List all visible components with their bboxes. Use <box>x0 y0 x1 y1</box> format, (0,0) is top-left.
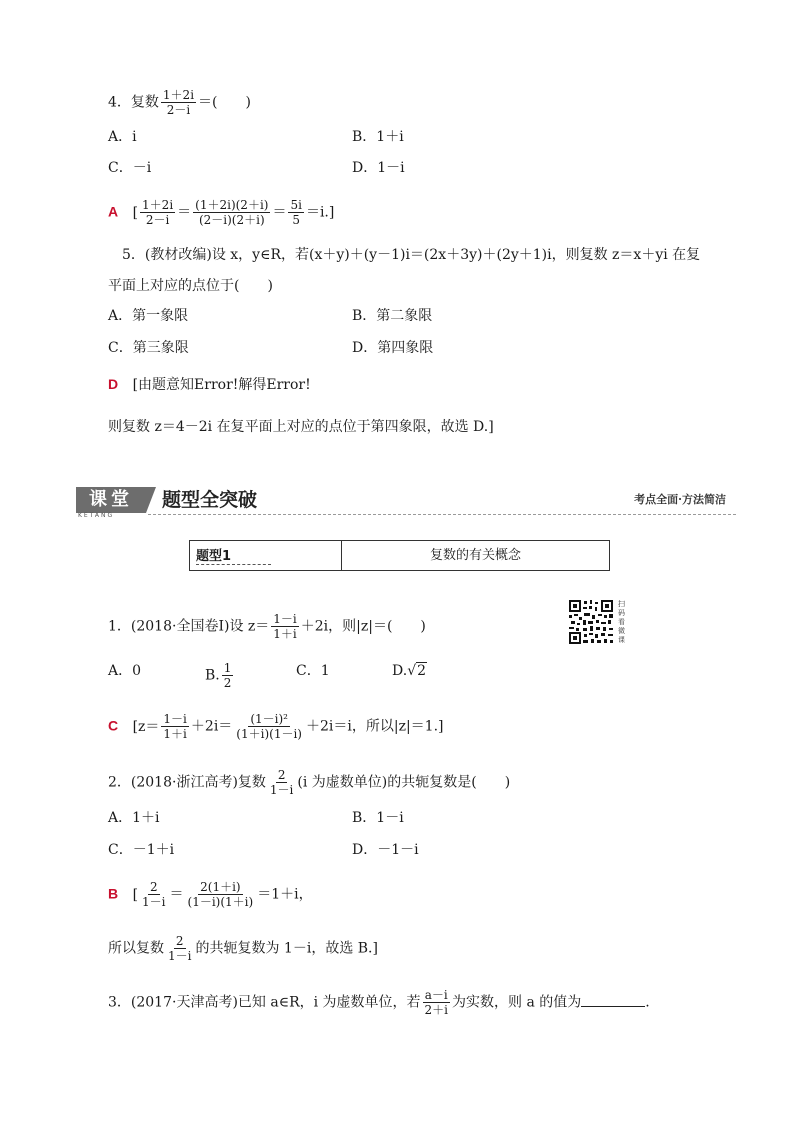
q5-option-a[interactable]: A．第一象限 <box>108 308 189 324</box>
banner-wedge <box>146 487 156 513</box>
q5-stem-line2: 平面上对应的点位于( ) <box>108 278 273 294</box>
p1-option-c[interactable]: C．1 <box>296 663 330 679</box>
answer-letter: B <box>108 885 119 902</box>
q5-solution-line2: 则复数 z＝4－2i 在复平面上对应的点位于第四象限，故选 D.] <box>108 419 494 435</box>
p2-solution-line2: 所以复数 $\frac{2}{1-i}$ 的共轭复数为 1－i，故选 B.] <box>108 934 378 963</box>
qr-code-icon[interactable] <box>568 599 614 645</box>
p2-option-b[interactable]: B．1－i <box>352 810 404 826</box>
banner-right-text: 考点全面·方法简洁 <box>634 493 726 506</box>
qr-caption: 扫码看微课 <box>618 600 625 644</box>
p1-option-a[interactable]: A．0 <box>108 663 142 679</box>
q5-stem-line1: 5．(教材改编)设 x，y∈R，若(x＋y)＋(y－1)i＝(2x＋3y)＋(2y＋1)i，则复数 z＝x＋yi 在复 <box>122 247 701 263</box>
banner-tag-sub: KETANG <box>78 512 115 519</box>
banner-heading: 题型全突破 <box>162 489 258 511</box>
topic-type-label: 题型1 <box>196 545 271 565</box>
p2-option-a[interactable]: A．1＋i <box>108 810 160 826</box>
banner-rule <box>148 514 736 515</box>
q4-solution: A [ $\frac{1+2i}{2-i}$ ＝ $\frac{(1+2i)(2+i)}{(2-i)(2+i)}$ ＝ $\frac{5i}{5}$ ＝i.] <box>108 198 335 227</box>
p2-option-d[interactable]: D．－1－i <box>352 842 419 858</box>
answer-blank[interactable] <box>581 992 645 1007</box>
p2-option-c[interactable]: C．－1＋i <box>108 842 175 858</box>
q5-option-b[interactable]: B．第二象限 <box>352 308 433 324</box>
q4-fraction: $\frac{1+2i}{2-i}$ <box>162 88 195 117</box>
q5-solution: D [由题意知Error!解得Error! <box>108 376 311 393</box>
q4-option-b[interactable]: B．1＋i <box>352 129 404 145</box>
p1-option-d[interactable]: D.√2 <box>392 663 427 679</box>
p1-option-b[interactable]: B. $\frac{1}{2}$ <box>205 661 232 690</box>
p2-stem: 2．(2018·浙江高考)复数 $\frac{2}{1-i}$ (i 为虚数单位)的共轭复数是( ) <box>108 768 511 797</box>
q4-option-c[interactable]: C．－i <box>108 160 152 176</box>
q4-stem: 4．复数 $\frac{1+2i}{2-i}$ ＝( ) <box>108 88 251 117</box>
p3-stem: 3．(2017·天津高考)已知 a∈R，i 为虚数单位，若 $\frac{a-i}{2+i}$ 为实数，则 a 的值为 . <box>108 988 650 1017</box>
q5-option-c[interactable]: C．第三象限 <box>108 340 189 356</box>
banner-tag: 课堂 <box>76 487 146 513</box>
topic-type-box <box>189 540 610 571</box>
section-banner <box>76 487 736 521</box>
answer-letter: A <box>108 203 119 220</box>
topic-type-title: 复数的有关概念 <box>429 548 521 563</box>
p2-solution: B [ $\frac{2}{1-i}$ ＝ $\frac{2(1+i)}{(1-i)(1+i)}$ ＝1＋i， <box>108 880 313 909</box>
p1-solution: C [z＝ $\frac{1-i}{1+i}$ ＋2i＝ $\frac{\text{(1－i)²}}{(1+i)(1-i)}$ ＋2i＝i，所以|z|＝1.] <box>108 712 444 741</box>
q5-option-d[interactable]: D．第四象限 <box>352 340 434 356</box>
p1-stem: 1．(2018·全国卷Ⅰ)设 z＝ $\frac{1-i}{1+i}$ ＋2i，则|z|＝( ) <box>108 612 426 641</box>
answer-letter: C <box>108 717 119 734</box>
q4-option-a[interactable]: A．i <box>108 129 137 145</box>
answer-letter: D <box>108 376 119 392</box>
q4-option-d[interactable]: D．1－i <box>352 160 405 176</box>
